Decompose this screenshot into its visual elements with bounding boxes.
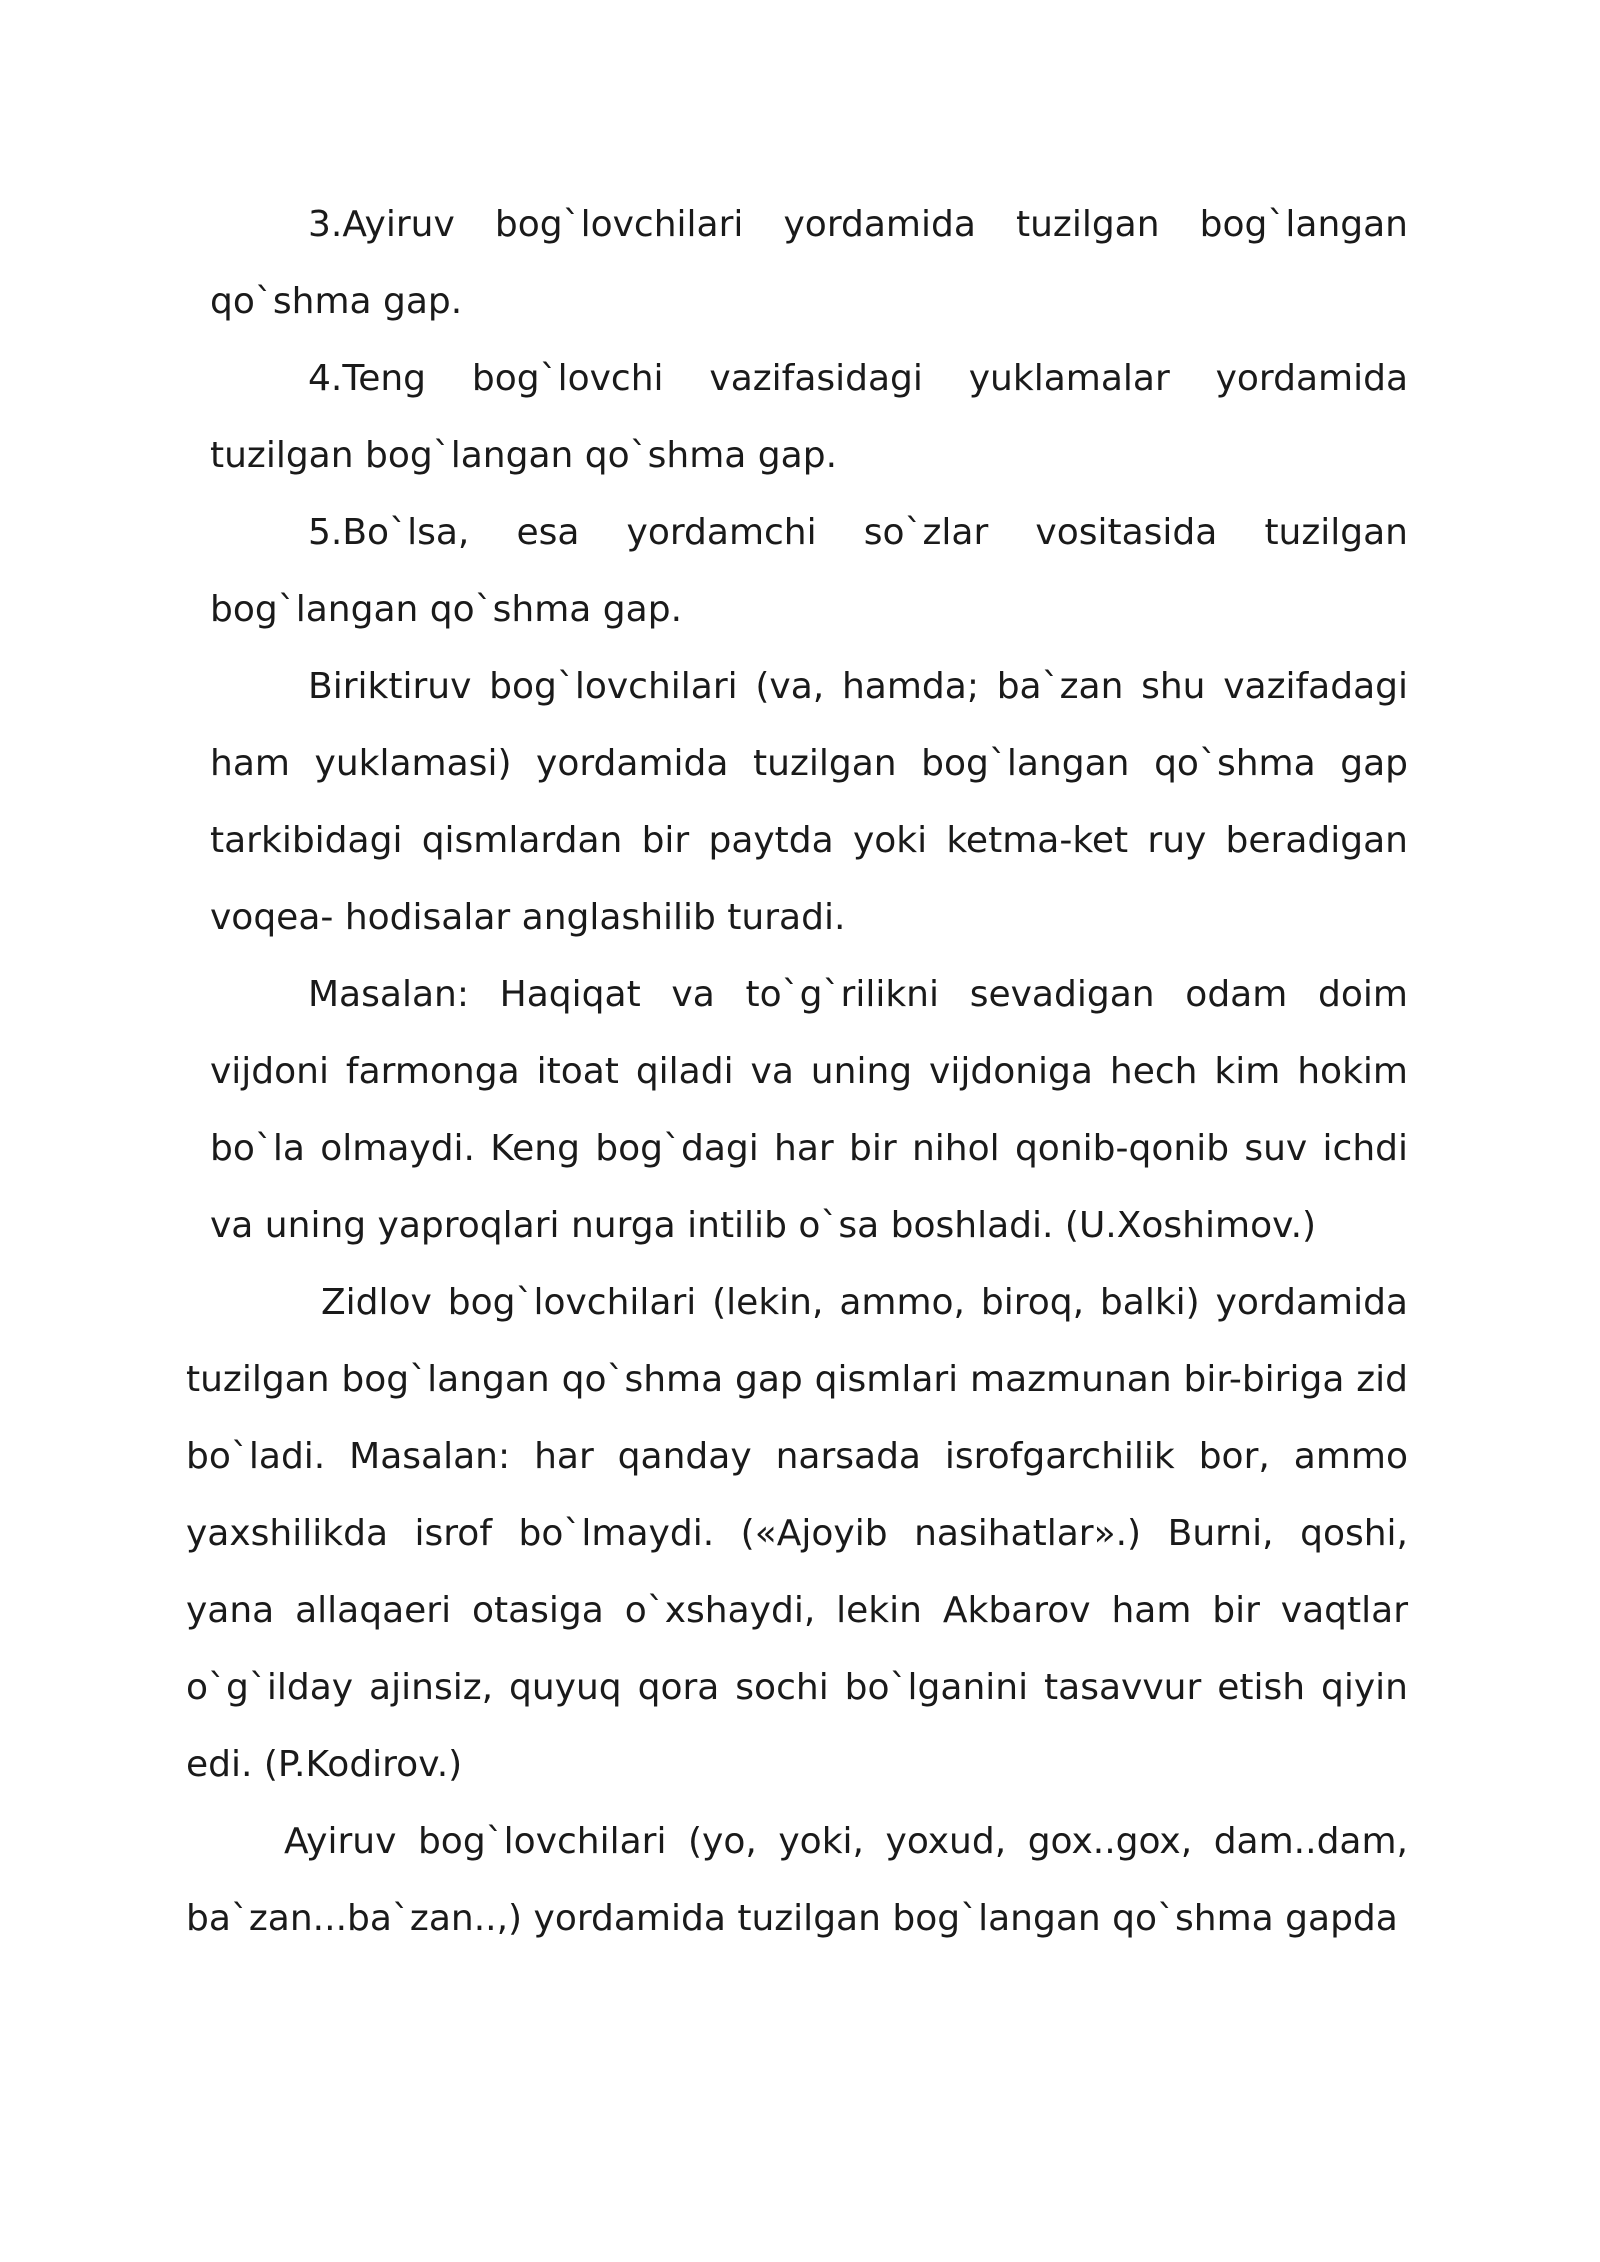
paragraph-zidlov: Zidlov bog`lovchilari (lekin, ammo, biroq, balki) yordamida tuzilgan bog`langan qo`shma gap qismlari mazmunan bir-biriga zid bo`ladi. Masalan: har qanday narsada isrofgarchilik bor, ammo yaxshilikda isrof bo`lmaydi. («Ajoyib nasihatlar».) Burni, qoshi, yana allaqaeri otasiga o`xshaydi, lekin Akbarov ham bir vaqtlar o`g`ilday ajinsiz, quyuq qora sochi bo`lganini tasavvur etish qiyin edi. (P.Kodirov.) [186,1282,1408,1785]
paragraph-list-item-5: 5.Bo`lsa, esa yordamchi so`zlar vositasida tuzilgan bog`langan qo`shma gap. [210,512,1408,630]
paragraph-list-item-3: 3.Ayiruv bog`lovchilari yordamida tuzilgan bog`langan qo`shma gap. [210,204,1408,322]
paragraph-list-item-4: 4.Teng bog`lovchi vazifasidagi yuklamalar yordamida tuzilgan bog`langan qo`shma gap. [210,358,1408,476]
paragraph-example-1: Masalan: Haqiqat va to`g`rilikni sevadigan odam doim vijdoni farmonga itoat qiladi va uning vijdoniga hech kim hokim bo`la olmaydi. Keng bog`dagi har bir nihol qonib-qonib suv ichdi va uning yaproqlari nurga intilib o`sa boshladi. (U.Xoshimov.) [210,974,1408,1246]
document-body [186,186,1408,1957]
paragraph-ayiruv: Ayiruv bog`lovchilari (yo, yoki, yoxud, gox..gox, dam..dam, ba`zan...ba`zan..,) yordamida tuzilgan bog`langan qo`shma gapda [186,1821,1408,1939]
paragraph-biriktiruv: Biriktiruv bog`lovchilari (va, hamda; ba`zan shu vazifadagi ham yuklamasi) yordamida tuzilgan bog`langan qo`shma gap tarkibidagi qismlardan bir paytda yoki ketma-ket ruy beradigan voqea- hodisalar anglashilib turadi. [210,666,1408,938]
